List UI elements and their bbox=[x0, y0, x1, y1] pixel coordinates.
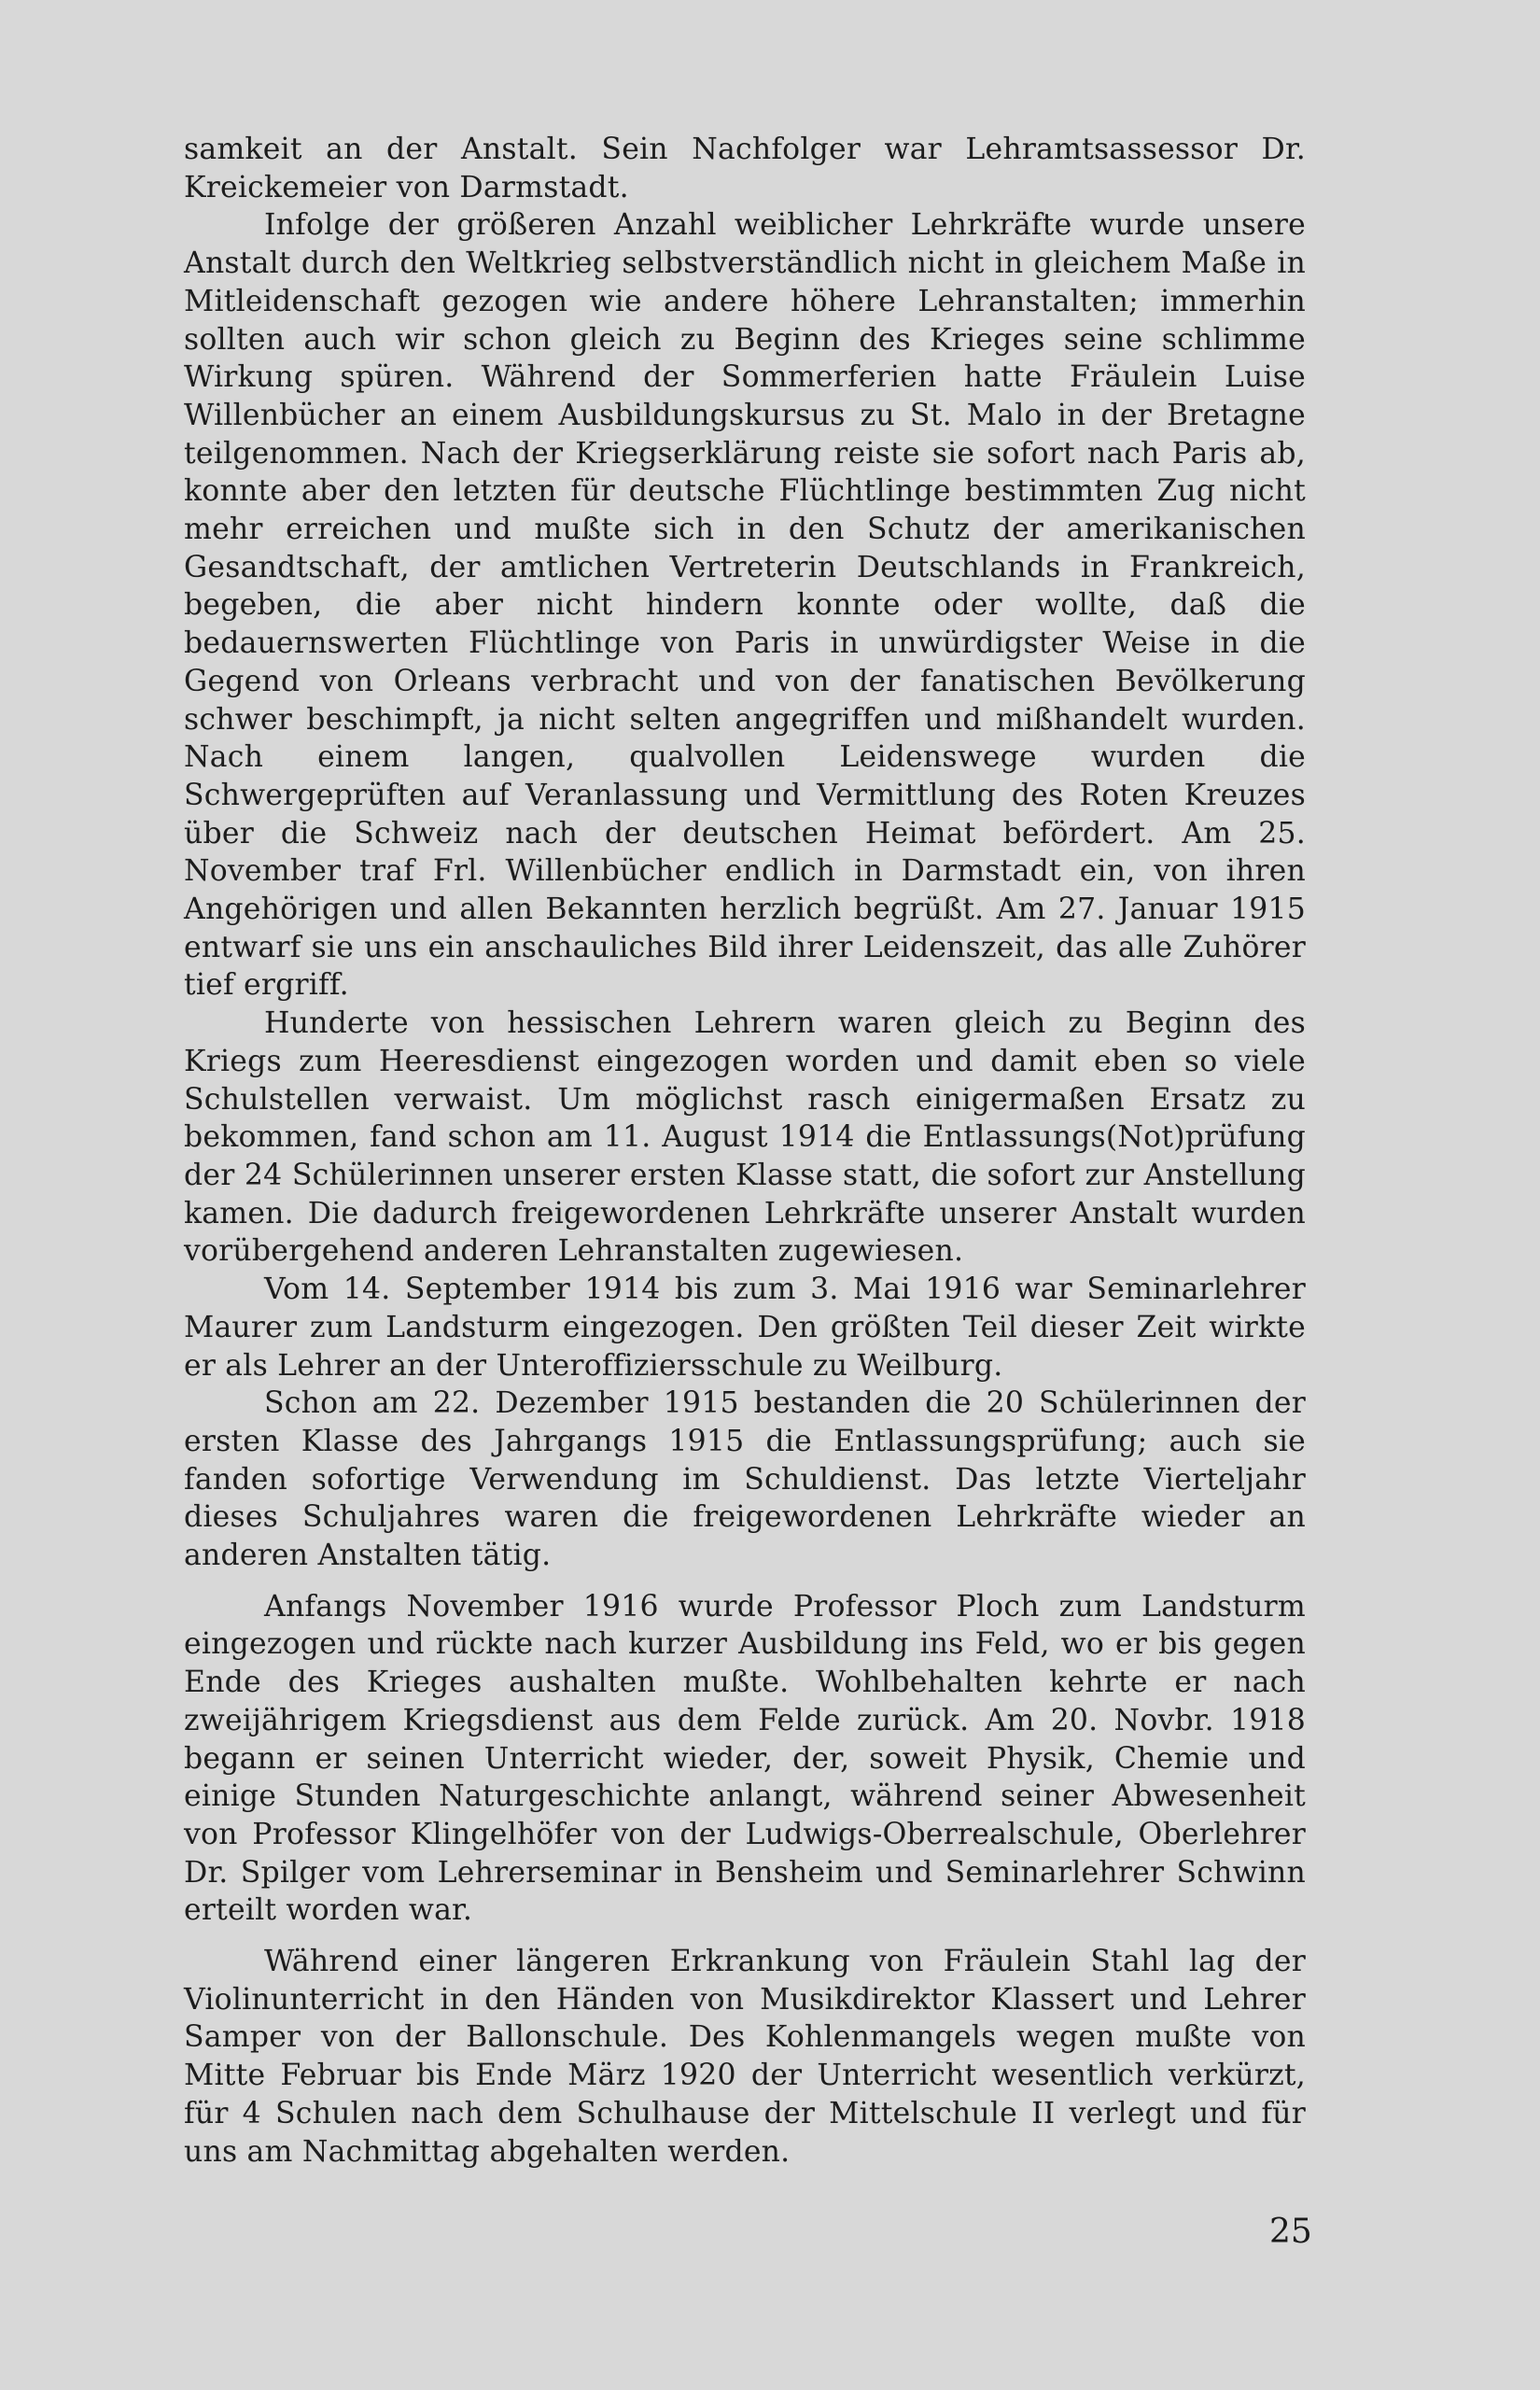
paragraph-maurer: Vom 14. September 1914 bis zum 3. Mai 1916 war Seminarlehrer Maurer zum Landsturm eingezogen. Den größten Teil dieser Zeit wirkte er als Lehrer an der Unteroffiziersschule zu Weilburg. bbox=[184, 1272, 1306, 1383]
paragraph-exam-1915: Schon am 22. Dezember 1915 bestanden die 20 Schülerinnen der ersten Klasse des Jahrgangs 1915 die Entlassungsprüfung; auch sie fanden sofortige Verwendung im Schuldienst. Das letzte Vierteljahr dieses Schuljahres waren die freigewordenen Lehrkräfte wieder an anderen Anstalten tätig. bbox=[184, 1386, 1306, 1573]
paragraph-coal-shortage: Während einer längeren Erkrankung von Fräulein Stahl lag der Violinunterricht in den Händen von Musikdirektor Klassert und Lehrer Samper von der Ballonschule. Des Kohlenmangels wegen mußte von Mitte Februar bis Ende März 1920 der Unterricht wesentlich verkürzt, für 4 Schulen nach dem Schulhause der Mittelschule II verlegt und für uns am Nachmittag abgehalten werden. bbox=[184, 1945, 1306, 2169]
body-text bbox=[184, 131, 1306, 2171]
paragraph-continuation: samkeit an der Anstalt. Sein Nachfolger war Lehramtsassessor Dr. Kreickemeier von Darmstadt. bbox=[184, 133, 1306, 204]
paragraph-war-impact: Infolge der größeren Anzahl weiblicher Lehrkräfte wurde unsere Anstalt durch den Weltkrieg selbstverständlich nicht in gleichem Maße in Mitleidenschaft gezogen wie andere höhere Lehranstalten; immerhin sollten auch wir schon gleich zu Beginn des Krieges seine schlimme Wirkung spüren. Während der Sommerferien hatte Fräulein Luise Willenbücher an einem Ausbildungskursus zu St. Malo in der Bretagne teilgenommen. Nach der Kriegserklärung reiste sie sofort nach Paris ab, konnte aber den letzten für deutsche Flüchtlinge bestimmten Zug nicht mehr erreichen und mußte sich in den Schutz der amerikanischen Gesandtschaft, der amtlichen Vertreterin Deutschlands in Frankreich, begeben, die aber nicht hindern konnte oder wollte, daß die bedauernswerten Flüchtlinge von Paris in unwürdigster Weise in die Gegend von Orleans verbracht und von der fanatischen Bevölkerung schwer beschimpft, ja nicht selten angegriffen und mißhandelt wurden. Nach einem langen, qualvollen Leidenswege wurden die Schwergeprüften auf Veranlassung und Vermittlung des Roten Kreuzes über die Schweiz nach der deutschen Heimat befördert. Am 25. November traf Frl. Willenbücher endlich in Darmstadt ein, von ihren Angehörigen und allen Bekannten herzlich begrüßt. Am 27. Januar 1915 entwarf sie uns ein anschauliches Bild ihrer Leidenszeit, das alle Zuhörer tief ergriff. bbox=[184, 208, 1306, 1003]
paragraph-ploch: Anfangs November 1916 wurde Professor Ploch zum Landsturm eingezogen und rückte nach kurzer Ausbildung ins Feld, wo er bis gegen Ende des Krieges aushalten mußte. Wohlbehalten kehrte er nach zweijährigem Kriegsdienst aus dem Felde zurück. Am 20. Novbr. 1918 begann er seinen Unterricht wieder, der, soweit Physik, Chemie und einige Stunden Naturgeschichte anlangt, während seiner Abwesenheit von Professor Klingelhöfer von der Ludwigs-Oberrealschule, Oberlehrer Dr. Spilger vom Lehrerseminar in Bensheim und Seminarlehrer Schwinn erteilt worden war. bbox=[184, 1589, 1306, 1928]
paragraph-teachers-drafted: Hunderte von hessischen Lehrern waren gleich zu Beginn des Kriegs zum Heeresdienst eingezogen worden und damit eben so viele Schulstellen verwaist. Um möglichst rasch einigermaßen Ersatz zu bekommen, fand schon am 11. August 1914 die Entlassungs(Not)prüfung der 24 Schülerinnen unserer ersten Klasse statt, die sofort zur Anstellung kamen. Die dadurch freigewordenen Lehrkräfte unserer Anstalt wurden vorübergehend anderen Lehranstalten zugewiesen. bbox=[184, 1006, 1306, 1269]
page-number: 25 bbox=[1269, 2213, 1312, 2251]
